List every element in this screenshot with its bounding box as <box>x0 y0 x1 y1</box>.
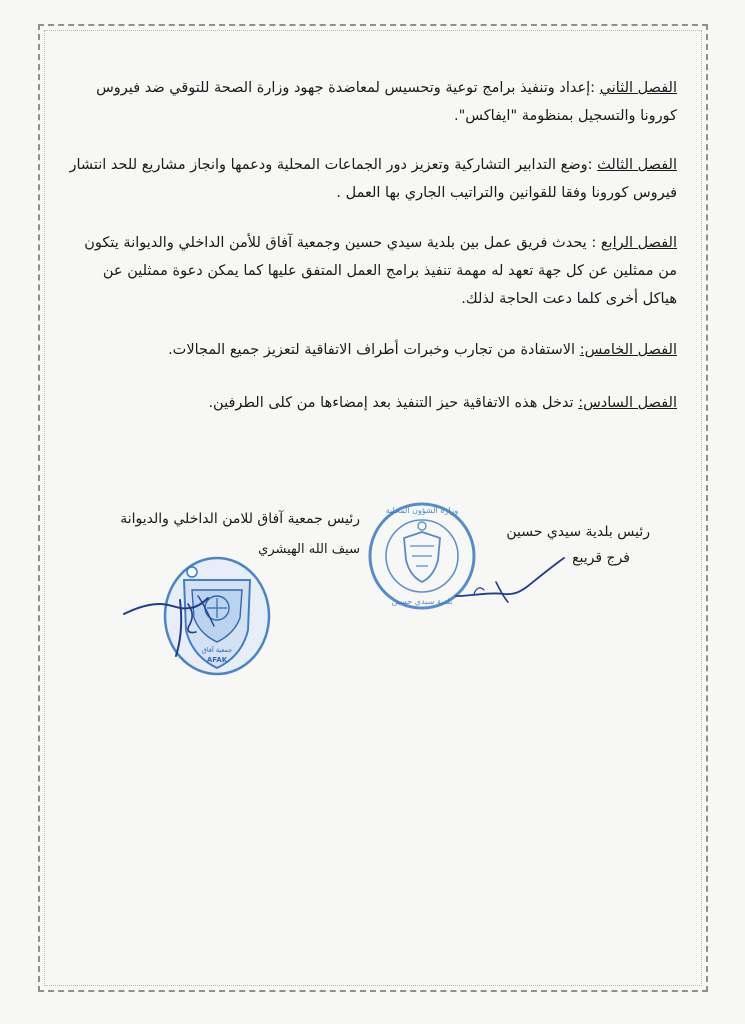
article-5-label: الفصل الخامس: <box>579 342 677 358</box>
stamp-municipality-text: بلدية سيدي حسين <box>391 597 453 606</box>
bleed-through-text <box>70 660 670 920</box>
article-4 <box>65 229 677 313</box>
logo-arabic-text: جمعية آفاق <box>201 646 233 654</box>
left-signature <box>118 574 228 664</box>
left-signatory-title: رئيس جمعية آفاق للامن الداخلي والديوانة <box>120 511 360 527</box>
article-6-label: الفصل السادس: <box>578 395 677 411</box>
left-signatory-name: سيف الله الهيشري <box>258 542 360 557</box>
article-3-text: :وضع التدابير التشاركية وتعزيز دور الجماعات المحلية ودعمها وانجاز مشاريع للحد انتشار فيروس كورونا وفقا للقوانين والتراتيب الجاري بها العمل . <box>69 157 677 201</box>
article-2-label: الفصل الثاني <box>599 80 677 96</box>
article-6-text: تدخل هذه الاتفاقية حيز التنفيذ بعد إمضاءها من كلى الطرفين. <box>208 395 579 411</box>
article-5-text: الاستفادة من تجارب وخبرات أطراف الاتفاقية لتعزيز جميع المجالات. <box>168 342 580 358</box>
stamp-ministry-text: وزارة الشؤون المحلية <box>385 506 459 515</box>
article-3 <box>65 151 677 207</box>
article-2 <box>65 74 677 130</box>
article-4-label: الفصل الرابع <box>600 235 677 251</box>
logo-abbrev-text: AFAK <box>206 656 228 664</box>
article-5 <box>65 336 677 364</box>
article-6 <box>65 389 677 417</box>
right-signatory-title: رئيس بلدية سيدي حسين <box>506 524 650 540</box>
article-2-text: :إعداد وتنفيذ برامج توعية وتحسيس لمعاضدة جهود وزارة الصحة للتوقي ضد فيروس كورونا والتسجيل بمنظومة "ايفاكس". <box>96 80 677 124</box>
article-4-text: : يحدث فريق عمل بين بلدية سيدي حسين وجمعية آفاق للأمن الداخلي والديوانة يتكون من ممثلين عن كل جهة تعهد له مهمة تنفيذ برامج العمل المتفق عليها كما يمكن دعوة ممثلين عن هياكل أخرى كلما دعت الحاجة لذلك. <box>84 235 677 307</box>
right-signature <box>452 552 572 608</box>
article-3-label: الفصل الثالث <box>597 157 677 173</box>
right-signatory-name: فرج قريبع <box>572 550 630 566</box>
